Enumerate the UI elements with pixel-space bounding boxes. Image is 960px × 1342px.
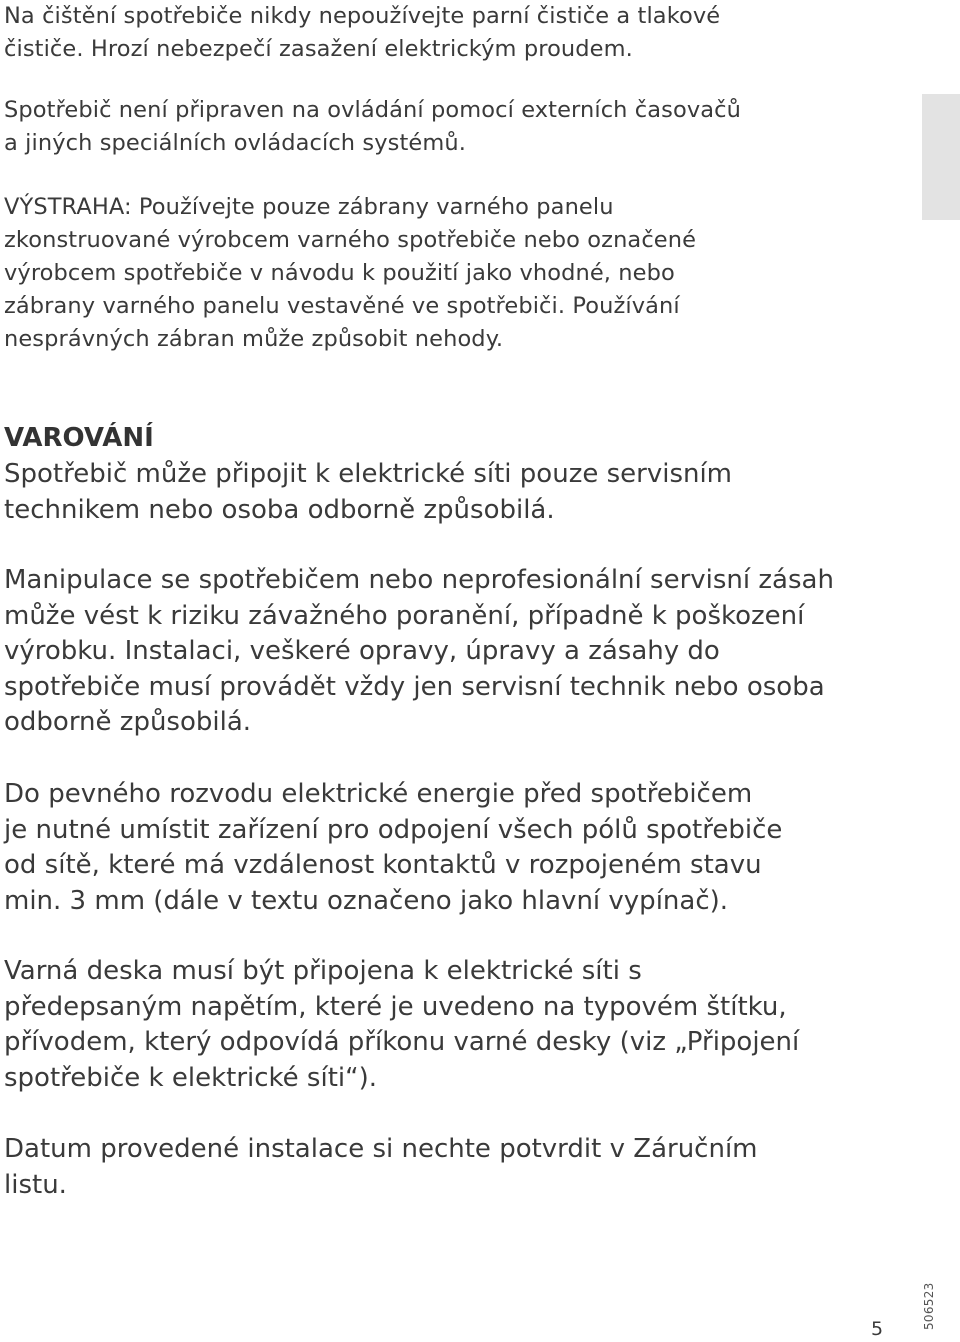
text-line: technikem nebo osoba odborně způsobilá. [4,494,555,525]
text-line: Manipulace se spotřebičem nebo neprofesionální servisní zásah [4,565,834,595]
paragraph-caution [4,191,696,356]
document-code: 506523 [922,1282,936,1330]
paragraph-voltage [4,954,799,1096]
paragraph-manipulation [4,563,834,741]
text-line: min. 3 mm (dále v textu označeno jako hlavní vypínač). [4,885,729,916]
text-line: je nutné umístit zařízení pro odpojení všech pólů spotřebiče [4,814,783,845]
text-line: čističe. Hrozí nebezpečí zasažení elektrickým proudem. [4,36,633,62]
text-line: spotřebiče musí provádět vždy jen servisní technik nebo osoba [4,671,825,702]
section-tab-marker [922,94,960,220]
text-line: Varná deska musí být připojena k elektrické síti s [4,956,642,986]
text-line: Na čištění spotřebiče nikdy nepoužívejte parní čističe a tlakové [4,3,721,29]
paragraph-installation-date [4,1132,758,1203]
paragraph-main-switch [4,777,782,919]
text-line: zábrany varného panelu vestavěné ve spotřebiči. Používání [4,293,680,319]
page-number: 5 [871,1318,884,1340]
paragraph-cleaning [4,0,720,66]
text-line: přívodem, který odpovídá příkonu varné desky (viz „Připojení [4,1027,800,1057]
text-line: Spotřebič není připraven na ovládání pomocí externích časovačů [4,97,741,123]
text-line: může vést k riziku závažného poranění, případně k poškození [4,600,805,631]
text-line: listu. [4,1169,67,1200]
text-line: Do pevného rozvodu elektrické energie před spotřebičem [4,779,753,809]
text-line: odborně způsobilá. [4,707,252,737]
text-line: VÝSTRAHA: Používejte pouze zábrany varného panelu [4,194,614,220]
text-line: Spotřebič může připojit k elektrické síti pouze servisním [4,459,733,489]
paragraph-timers [4,94,741,160]
text-line: od sítě, které má vzdálenost kontaktů v rozpojeném stavu [4,850,762,880]
text-line: zkonstruované výrobcem varného spotřebiče nebo označené [4,227,697,253]
text-line: a jiných speciálních ovládacích systémů. [4,130,466,156]
paragraph-connection-service [4,457,732,528]
warning-heading: VAROVÁNÍ [4,423,154,453]
text-line: nesprávných zábran může způsobit nehody. [4,326,504,352]
text-line: Datum provedené instalace si nechte potvrdit v Záručním [4,1134,758,1164]
text-line: spotřebiče k elektrické síti“). [4,1062,378,1093]
text-line: výrobku. Instalaci, veškeré opravy, úpravy a zásahy do [4,636,720,666]
text-line: předepsaným napětím, které je uvedeno na typovém štítku, [4,991,787,1022]
text-line: výrobcem spotřebiče v návodu k použití jako vhodné, nebo [4,260,675,286]
